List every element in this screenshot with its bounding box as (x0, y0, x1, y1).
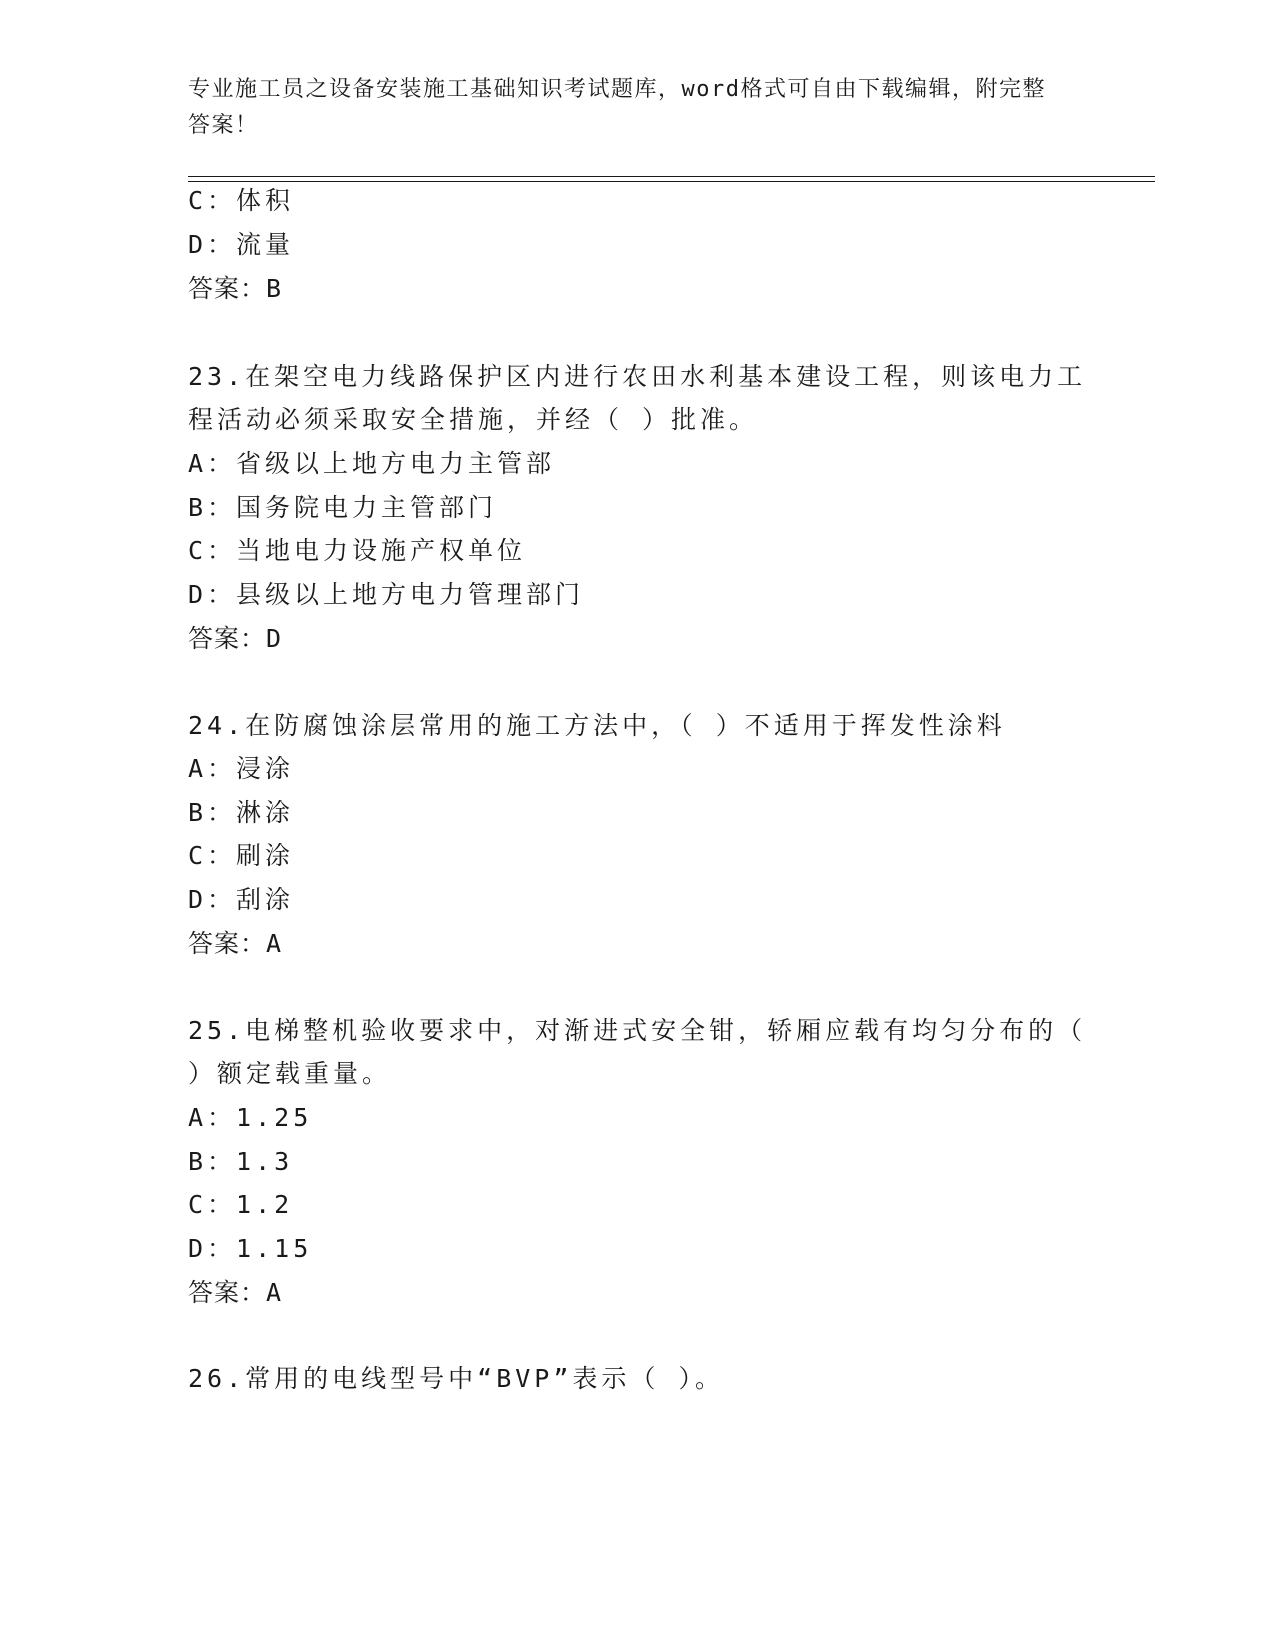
question-23-answer: 答案：D (188, 624, 283, 653)
question-23-stem-line-1: 23.在架空电力线路保护区内进行农田水利基本建设工程，则该电力工 (188, 362, 1087, 391)
answer-line: 答案：B (188, 274, 283, 303)
page-header: 专业施工员之设备安装施工基础知识考试题库，word格式可自由下载编辑，附完整答案！ (188, 77, 1046, 138)
question-25-option-a: A：1.25 (188, 1103, 313, 1132)
question-24-option-b: B：淋涂 (188, 798, 295, 827)
header-rule-top (188, 176, 1155, 177)
question-23-option-b: B：国务院电力主管部门 (188, 493, 498, 522)
question-25-option-d: D：1.15 (188, 1234, 313, 1263)
question-24-option-c: C：刷涂 (188, 841, 295, 870)
question-24-answer: 答案：A (188, 929, 283, 958)
option-d: D：流量 (188, 230, 295, 259)
question-25-option-c: C：1.2 (188, 1190, 294, 1219)
question-24-option-d: D：刮涂 (188, 885, 295, 914)
question-23-option-d: D：县级以上地方电力管理部门 (188, 580, 585, 609)
question-23-option-c: C：当地电力设施产权单位 (188, 536, 527, 565)
question-25-stem-line-1: 25.电梯整机验收要求中，对渐进式安全钳，轿厢应载有均匀分布的（ (188, 1016, 1087, 1045)
option-c: C：体积 (188, 186, 295, 215)
question-25-answer: 答案：A (188, 1278, 283, 1307)
header-rule-bottom (188, 181, 1155, 182)
question-26-stem-line-1: 26.常用的电线型号中“BVP”表示（ ）。 (188, 1364, 724, 1393)
question-23-stem-line-2: 程活动必须采取安全措施，并经（ ）批准。 (188, 405, 759, 434)
question-25-stem-line-2: ）额定载重量。 (188, 1059, 392, 1088)
question-24-stem-line-1: 24.在防腐蚀涂层常用的施工方法中，（ ）不适用于挥发性涂料 (188, 711, 1006, 740)
question-24-option-a: A：浸涂 (188, 754, 295, 783)
question-25-option-b: B：1.3 (188, 1147, 294, 1176)
question-23-option-a: A：省级以上地方电力主管部 (188, 449, 556, 478)
